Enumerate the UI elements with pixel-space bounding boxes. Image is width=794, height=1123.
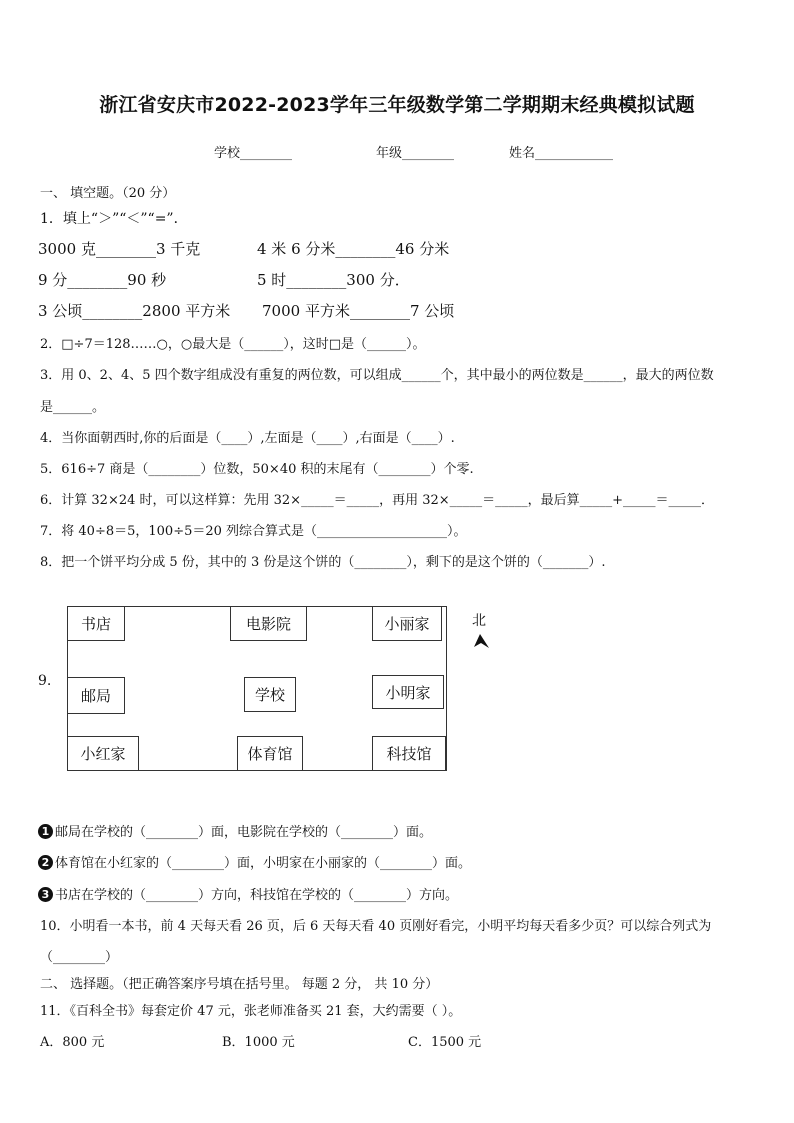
question-3-line1: 3．用 0、2、4、5 四个数字组成没有重复的两位数，可以组成______个，其中最小的两位数是______，最大的两位数 bbox=[40, 368, 714, 383]
q1-row1-left: 3000 克________3 千克 bbox=[38, 240, 201, 258]
q9-sub-1 bbox=[38, 821, 432, 840]
q1-row2-right: 5 时________300 分． bbox=[257, 271, 410, 289]
map-stadium: 体育馆 bbox=[237, 736, 303, 771]
question-2: 2．□÷7＝128……○，○最大是（______），这时□是（______）。 bbox=[40, 337, 426, 352]
section-2-heading: 二、 选择题。（把正确答案序号填在括号里。 每题 2 分， 共 10 分） bbox=[40, 977, 439, 992]
question-3-line2: 是______。 bbox=[40, 400, 106, 415]
q1-row3-left: 3 公顷________2800 平方米 bbox=[38, 302, 231, 320]
circled-number-1: 1 bbox=[38, 824, 53, 839]
q9-sub-3 bbox=[38, 884, 458, 903]
map-bookstore: 书店 bbox=[67, 606, 125, 641]
q9-sub-2 bbox=[38, 852, 471, 871]
question-4: 4．当你面朝西时,你的后面是（____）,左面是（____）,右面是（____）. bbox=[40, 431, 455, 446]
map-xiaoli-home: 小丽家 bbox=[372, 606, 442, 641]
question-9-number: 9. bbox=[38, 673, 52, 689]
question-1: 1．填上“＞”“＜”“=”． bbox=[40, 211, 188, 227]
question-10-line1: 10．小明看一本书，前 4 天每天看 26 页，后 6 天每天看 40 页刚好看完，小明平均每天看多少页？可以综合列式为 bbox=[40, 919, 712, 934]
question-11: 11．《百科全书》每套定价 47 元，张老师准备买 21 套，大约需要（ ）。 bbox=[40, 1004, 462, 1019]
name-field: 姓名____________ bbox=[509, 146, 614, 161]
q11-option-c: C．1500 元 bbox=[408, 1035, 482, 1050]
q11-option-a: A．800 元 bbox=[40, 1035, 105, 1050]
map-xiaoming-home: 小明家 bbox=[372, 675, 444, 709]
grade-field: 年级________ bbox=[376, 146, 455, 161]
q1-row1-right: 4 米 6 分米________46 分米 bbox=[257, 240, 450, 258]
circled-number-3: 3 bbox=[38, 887, 53, 902]
question-8: 8．把一个饼平均分成 5 份，其中的 3 份是这个饼的（________），剩下的是这个饼的（_______）. bbox=[40, 555, 606, 570]
question-10-line2: （________） bbox=[40, 950, 119, 965]
school-field: 学校________ bbox=[214, 146, 293, 161]
q9-sub-2-text: 体育馆在小红家的（________）面，小明家在小丽家的（________）面。 bbox=[55, 856, 472, 871]
map-school: 学校 bbox=[244, 677, 296, 712]
q11-option-b: B．1000 元 bbox=[222, 1035, 295, 1050]
map-cinema: 电影院 bbox=[230, 606, 307, 641]
circled-number-2: 2 bbox=[38, 855, 53, 870]
map-post-office: 邮局 bbox=[67, 677, 125, 714]
north-arrow-icon bbox=[473, 633, 491, 649]
q9-sub-1-text: 邮局在学校的（________）面，电影院在学校的（________）面。 bbox=[55, 825, 433, 840]
north-label: 北 bbox=[472, 613, 486, 629]
question-5: 5．616÷7 商是（________）位数，50×40 积的末尾有（________）个零. bbox=[40, 462, 474, 477]
q1-row2-left: 9 分________90 秒 bbox=[38, 271, 167, 289]
map-xiaohong-home: 小红家 bbox=[67, 736, 139, 771]
q9-sub-3-text: 书店在学校的（________）方向，科技馆在学校的（________）方向。 bbox=[55, 888, 459, 903]
page-title: 浙江省安庆市2022-2023学年三年级数学第二学期期末经典模拟试题 bbox=[99, 94, 695, 116]
question-6: 6．计算 32×24 时，可以这样算：先用 32×_____＝_____，再用 32×_____＝_____，最后算_____+_____＝_____． bbox=[40, 493, 715, 508]
question-7: 7．将 40÷8＝5，100÷5＝20 列综合算式是（____________________）。 bbox=[40, 524, 467, 539]
q1-row3-right: 7000 平方米________7 公顷 bbox=[262, 302, 455, 320]
section-1-heading: 一、 填空题。（20 分） bbox=[40, 186, 176, 201]
map-science-museum: 科技馆 bbox=[372, 736, 446, 771]
